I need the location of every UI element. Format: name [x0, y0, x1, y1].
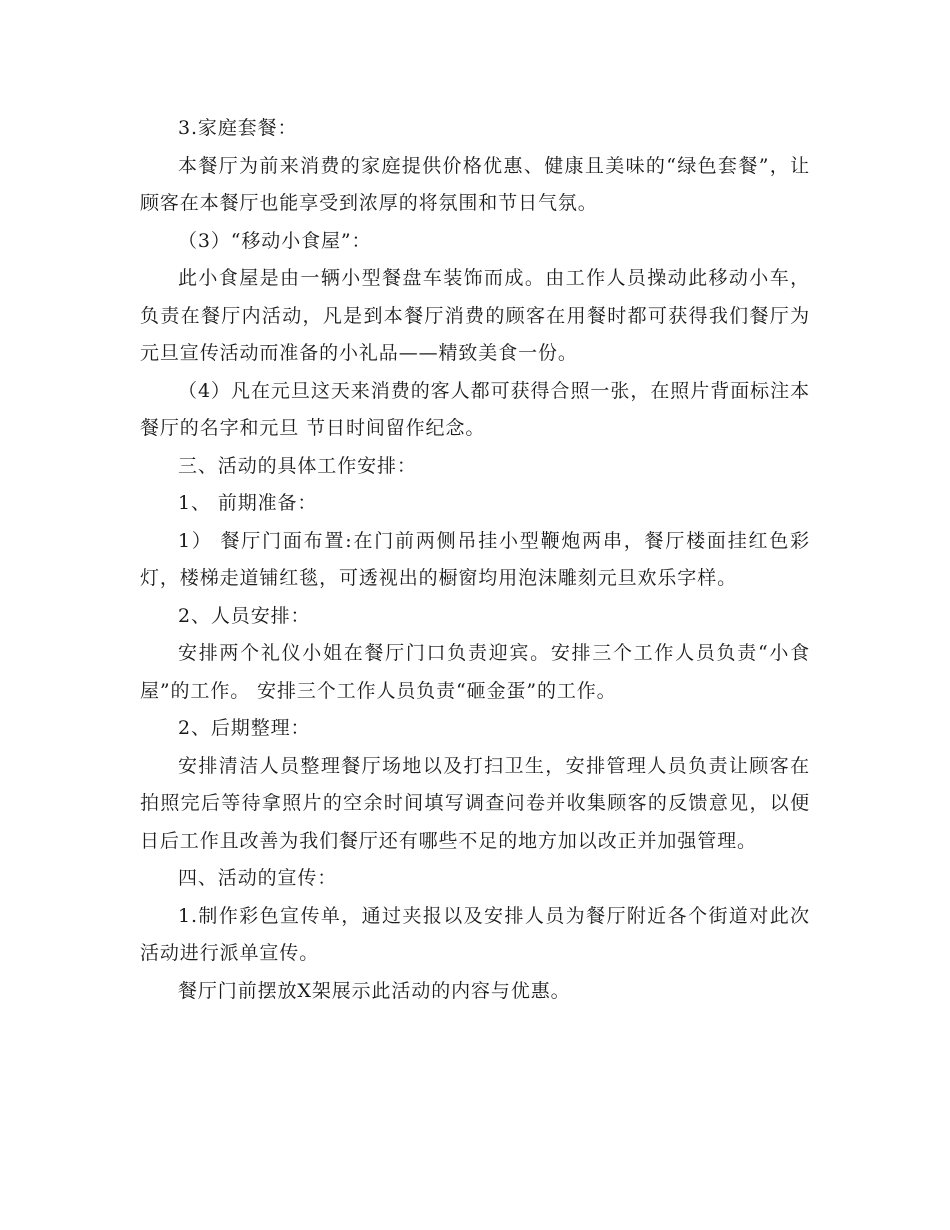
paragraph-mobile-snack-house: 此小食屋是由一辆小型餐盘车装饰而成。由工作人员操动此移动小车， 负责在餐厅内活动，凡是到本餐厅消费的顾客在用餐时都可获得我们餐厅为元旦宣传活动而准备的小礼品——精致美食一份。: [140, 267, 810, 364]
heading-family-set-meal: 3.家庭套餐：: [178, 117, 298, 139]
heading-preparation: 1、 前期准备：: [178, 492, 318, 514]
heading-work-arrangement: 三、活动的具体工作安排：: [178, 454, 417, 477]
paragraph-group-photo: （4）凡在元旦这天来消费的客人都可获得合照一张，在照片背面标注本餐厅的名字和元旦 节日时间留作纪念。: [140, 379, 810, 439]
heading-promotion: 四、活动的宣传：: [178, 867, 338, 889]
paragraph-family-set-meal: 本餐厅为前来消费的家庭提供价格优惠、健康且美味的“绿色套餐”，让顾客在本餐厅也能享受到浓厚的将氛围和节日气氛。: [140, 154, 810, 214]
heading-staff-arrangement: 2、人员安排：: [178, 604, 311, 627]
document-body: [140, 110, 810, 1010]
paragraph-staff-arrangement: 安排两个礼仪小姐在餐厅门口负责迎宾。安排三个工作人员负责“小食屋”的工作。 安排三个工作人员负责“砸金蛋”的工作。: [140, 642, 810, 702]
paragraph-post-cleanup: 安排清洁人员整理餐厅场地以及打扫卫生，安排管理人员负责让顾客在拍照完后等待拿照片的空余时间填写调查问卷并收集顾客的反馈意见，以便日后工作且改善为我们餐厅还有哪些不足的地方加以改正并加强管理。: [140, 754, 810, 852]
heading-post-cleanup: 2、后期整理：: [178, 717, 311, 739]
paragraph-flyers: 1.制作彩色宣传单，通过夹报以及安排人员为餐厅附近各个街道对此次活动进行派单宣传。: [140, 904, 810, 964]
paragraph-x-stand: 餐厅门前摆放X架展示此活动的内容与优惠。: [178, 979, 571, 1002]
heading-mobile-snack-house: （3）“移动小食屋”：: [178, 229, 372, 252]
paragraph-storefront-decoration: 1） 餐厅门面布置:在门前两侧吊挂小型鞭炮两串，餐厅楼面挂红色彩灯，楼梯走道铺红毯，可透视出的橱窗均用泡沫雕刻元旦欢乐字样。: [140, 529, 810, 589]
